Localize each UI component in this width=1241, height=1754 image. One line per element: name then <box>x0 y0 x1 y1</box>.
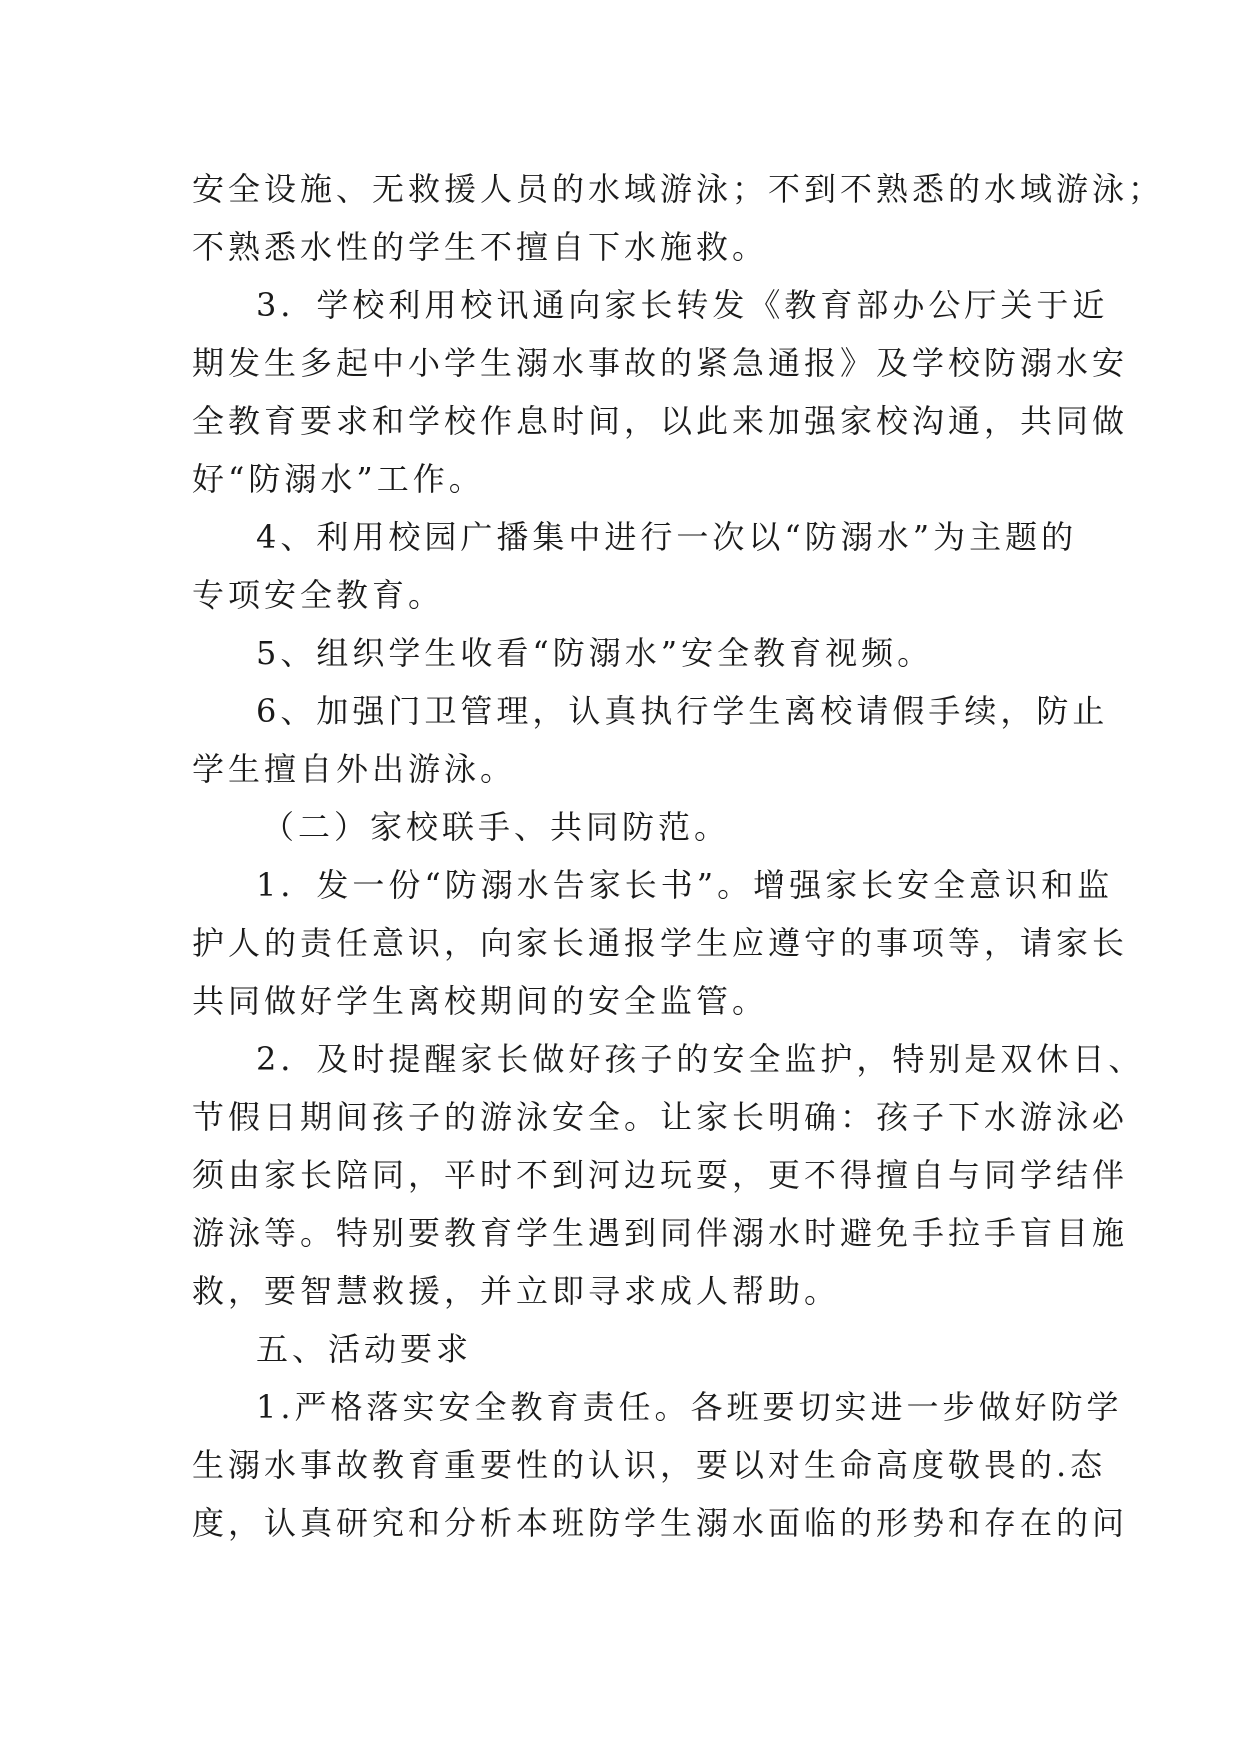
text-line: 度，认真研究和分析本班防学生溺水面临的形势和存在的问 <box>192 1504 1129 1542</box>
text-line: 护人的责任意识，向家长通报学生应遵守的事项等，请家长 <box>192 924 1129 962</box>
text-line: 6、加强门卫管理，认真执行学生离校请假手续，防止 <box>256 692 1109 730</box>
text-line: 节假日期间孩子的游泳安全。让家长明确：孩子下水游泳必 <box>192 1098 1129 1136</box>
text-line: 5、组织学生收看“防溺水”安全教育视频。 <box>256 634 934 672</box>
text-line: 不熟悉水性的学生不擅自下水施救。 <box>192 228 769 266</box>
text-line: 专项安全教育。 <box>192 576 445 614</box>
text-line: 4、利用校园广播集中进行一次以“防溺水”为主题的 <box>256 518 1078 556</box>
text-line: 期发生多起中小学生溺水事故的紧急通报》及学校防溺水安 <box>192 344 1129 382</box>
text-line: 须由家长陪同，平时不到河边玩耍，更不得擅自与同学结伴 <box>192 1156 1129 1194</box>
text-line: 学生擅自外出游泳。 <box>192 750 517 788</box>
text-line: 3．学校利用校讯通向家长转发《教育部办公厅关于近 <box>256 286 1109 324</box>
text-line: 全教育要求和学校作息时间，以此来加强家校沟通，共同做 <box>192 402 1129 440</box>
text-line: 好“防溺水”工作。 <box>192 460 485 498</box>
text-line: 1.严格落实安全教育责任。各班要切实进一步做好防学 <box>256 1388 1123 1426</box>
text-line: 2．及时提醒家长做好孩子的安全监护，特别是双休日、 <box>256 1040 1145 1078</box>
document-body <box>192 160 1165 1552</box>
section-heading: （二）家校联手、共同防范。 <box>262 808 731 846</box>
text-line: 安全设施、无救援人员的水域游泳；不到不熟悉的水域游泳； <box>192 170 1165 208</box>
section-heading: 五、活动要求 <box>256 1330 473 1368</box>
text-line: 救，要智慧救援，并立即寻求成人帮助。 <box>192 1272 841 1310</box>
text-line: 生溺水事故教育重要性的认识，要以对生命高度敬畏的.态 <box>192 1446 1107 1484</box>
text-line: 1．发一份“防溺水告家长书”。增强家长安全意识和监 <box>256 866 1114 904</box>
text-line: 共同做好学生离校期间的安全监管。 <box>192 982 769 1020</box>
text-line: 游泳等。特别要教育学生遇到同伴溺水时避免手拉手盲目施 <box>192 1214 1129 1252</box>
